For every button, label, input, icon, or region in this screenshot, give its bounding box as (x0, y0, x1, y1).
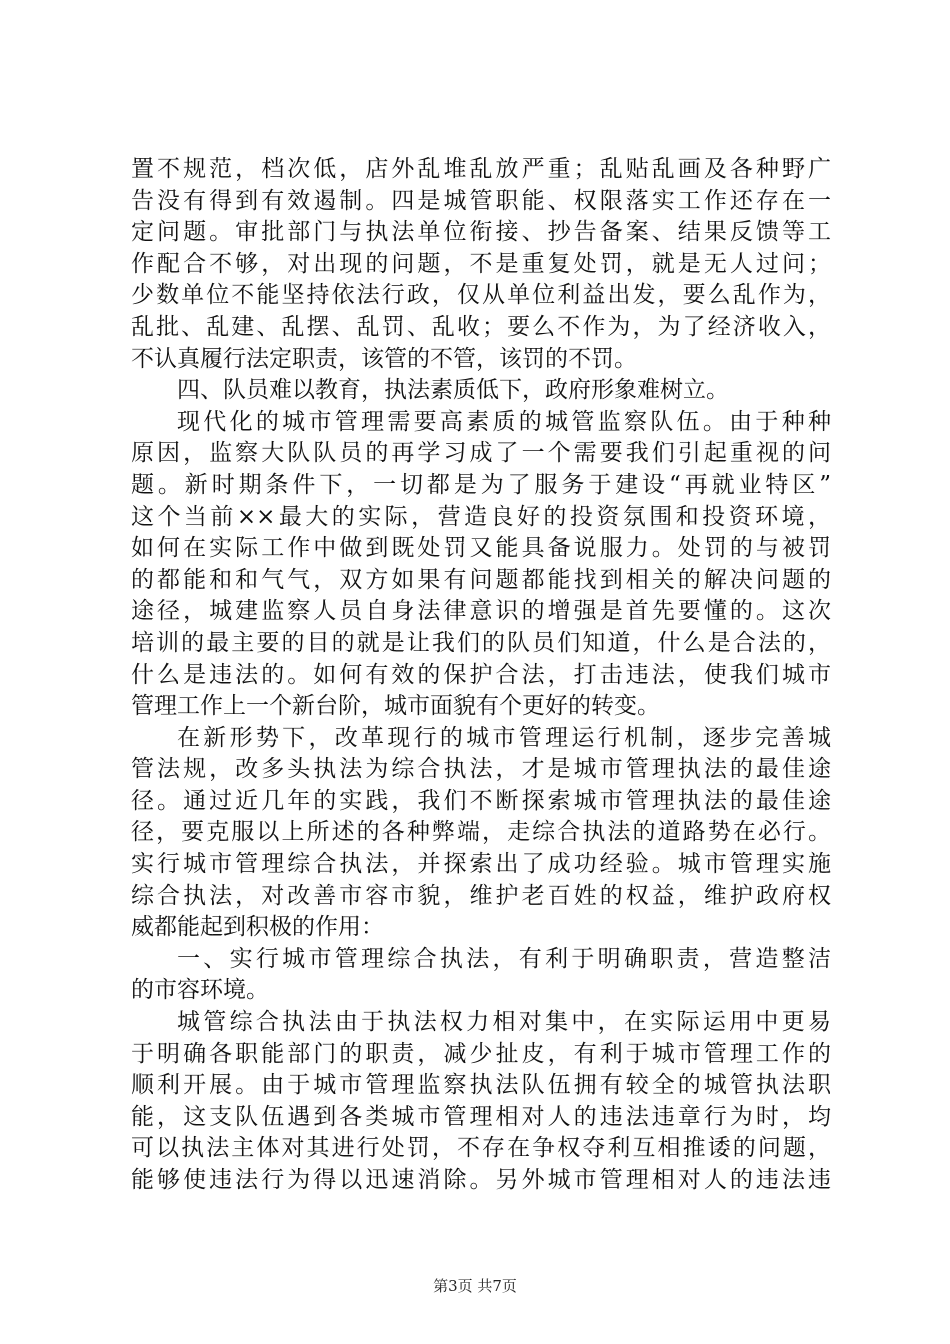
text-line: 如何在实际工作中做到既处罚又能具备说服力。处罚的与被罚 (131, 535, 831, 562)
text-line: 一、实行城市管理综合执法，有利于明确职责，营造整洁 (177, 945, 831, 972)
text-line: 管理工作上一个新台阶，城市面貌有个更好的转变。 (131, 693, 660, 720)
text-line: 城管综合执法由于执法权力相对集中，在实际运用中更易 (177, 1009, 831, 1036)
text-line: 不认真履行法定职责，该管的不管，该罚的不罚。 (131, 345, 637, 372)
text-line: 乱批、乱建、乱摆、乱罚、乱收；要么不作为，为了经济收入， (131, 313, 831, 340)
text-line: 四、队员难以教育，执法素质低下，政府形象难树立。 (177, 377, 729, 404)
text-line: 顺利开展。由于城市管理监察执法队伍拥有较全的城管执法职 (131, 1072, 831, 1099)
text-line: 什么是违法的。如何有效的保护合法，打击违法，使我们城市 (131, 661, 831, 688)
text-line: 可以执法主体对其进行处罚，不存在争权夺利互相推诿的问题， (131, 1135, 831, 1162)
text-line: 能，这支队伍遇到各类城市管理相对人的违法违章行为时，均 (131, 1103, 831, 1130)
text-line: 置不规范，档次低，店外乱堆乱放严重；乱贴乱画及各种野广 (131, 156, 831, 182)
page-footer: 第3页 共7页 (433, 1277, 517, 1295)
text-line: 定问题。审批部门与执法单位衔接、抄告备案、结果反馈等工 (131, 219, 831, 246)
text-line: 培训的最主要的目的就是让我们的队员们知道，什么是合法的， (131, 629, 831, 656)
text-line: 现代化的城市管理需要高素质的城管监察队伍。由于种种 (177, 408, 831, 435)
text-line: 的都能和和气气，双方如果有问题都能找到相关的解决问题的 (131, 566, 831, 593)
text-line: 威都能起到积极的作用： (131, 914, 384, 941)
text-line: 少数单位不能坚持依法行政，仅从单位利益出发，要么乱作为， (131, 282, 831, 309)
text-line: 原因，监察大队队员的再学习成了一个需要我们引起重视的问 (131, 440, 831, 467)
text-line: 管法规，改多头执法为综合执法，才是城市管理执法的最佳途 (131, 756, 831, 783)
text-line: 题。新时期条件下，一切都是为了服务于建设“再就业特区” (131, 471, 831, 498)
text-line: 实行城市管理综合执法，并探索出了成功经验。城市管理实施 (131, 851, 831, 878)
text-line: 能够使违法行为得以迅速消除。另外城市管理相对人的违法违 (131, 1167, 831, 1193)
document-body (131, 154, 831, 1197)
text-line: 径，要克服以上所述的各种弊端，走综合执法的道路势在必行。 (131, 819, 831, 846)
text-line: 作配合不够，对出现的问题，不是重复处罚，就是无人过问； (131, 250, 831, 277)
text-line: 综合执法，对改善市容市貌，维护老百姓的权益，维护政府权 (131, 882, 831, 909)
text-line: 径。通过近几年的实践，我们不断探索城市管理执法的最佳途 (131, 787, 831, 814)
text-line: 途径，城建监察人员自身法律意识的增强是首先要懂的。这次 (131, 598, 831, 625)
text-line: 这个当前××最大的实际，营造良好的投资氛围和投资环境， (131, 503, 831, 530)
text-line: 于明确各职能部门的职责，减少扯皮，有利于城市管理工作的 (131, 1040, 831, 1067)
text-line: 的市容环境。 (131, 977, 269, 1004)
text-line: 在新形势下，改革现行的城市管理运行机制，逐步完善城 (177, 724, 831, 751)
text-line: 告没有得到有效遏制。四是城管职能、权限落实工作还存在一 (131, 187, 831, 214)
